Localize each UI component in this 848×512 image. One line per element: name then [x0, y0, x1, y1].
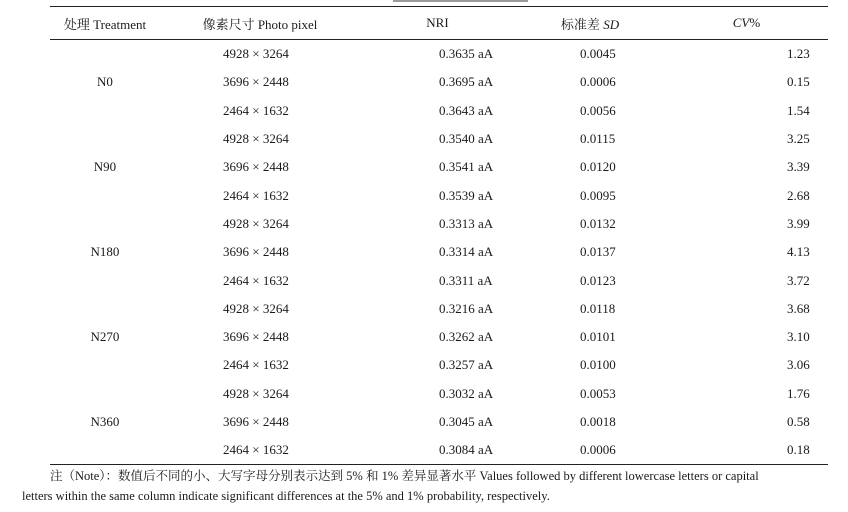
photo-pixel-cell: 2464 × 1632 — [223, 102, 289, 118]
header-photo-pixel: 像素尺寸 Photo pixel — [202, 16, 318, 32]
top-border-fragment — [393, 0, 528, 2]
photo-pixel-cell: 2464 × 1632 — [223, 357, 289, 373]
table-header — [50, 7, 828, 40]
sd-cell: 0.0045 — [580, 46, 616, 62]
cv-cell: 3.68 — [787, 300, 810, 316]
table-row — [50, 295, 828, 323]
header-cv-italic: CV — [732, 15, 750, 30]
cv-cell: 1.23 — [787, 46, 810, 62]
header-treatment: 处理 Treatment — [63, 16, 147, 32]
cv-cell: 0.58 — [787, 414, 810, 429]
cv-cell: 2.68 — [787, 187, 810, 203]
sd-cell: 0.0100 — [580, 357, 616, 373]
table-row — [50, 210, 828, 238]
nri-cell: 0.3045 aA — [439, 414, 494, 429]
table-row — [50, 238, 828, 266]
nri-cell: 0.3257 aA — [439, 357, 494, 373]
photo-pixel-cell: 4928 × 3264 — [223, 215, 289, 231]
nri-cell: 0.3311 aA — [439, 272, 493, 288]
nri-cell: 0.3313 aA — [439, 215, 494, 231]
table-row — [50, 436, 828, 465]
cv-cell: 3.72 — [787, 272, 810, 288]
nri-cell: 0.3032 aA — [439, 385, 494, 401]
photo-pixel-cell: 3696 × 2448 — [223, 74, 289, 90]
photo-pixel-cell: 2464 × 1632 — [223, 187, 289, 203]
photo-pixel-cell: 3696 × 2448 — [223, 244, 289, 260]
nri-cell: 0.3314 aA — [439, 244, 494, 260]
cv-cell: 0.15 — [787, 74, 810, 90]
cv-cell: 3.39 — [787, 159, 810, 175]
header-row — [50, 7, 828, 40]
sd-cell: 0.0115 — [580, 131, 616, 147]
photo-pixel-cell: 3696 × 2448 — [223, 329, 289, 345]
sd-cell: 0.0053 — [580, 385, 616, 401]
sd-cell: 0.0123 — [580, 272, 616, 288]
treatment-cell: N0 — [97, 74, 113, 90]
nri-cell: 0.3540 aA — [439, 131, 494, 147]
table-row — [50, 68, 828, 96]
photo-pixel-cell: 4928 × 3264 — [223, 131, 289, 147]
table-row — [50, 323, 828, 351]
header-sd-prefix: 标准差 — [560, 16, 604, 32]
table-row — [50, 181, 828, 209]
sd-cell: 0.0006 — [580, 442, 616, 458]
nri-cell: 0.3262 aA — [439, 329, 494, 345]
sd-cell: 0.0018 — [580, 414, 616, 429]
header-sd — [515, 7, 665, 40]
header-sd-italic: SD — [603, 16, 620, 32]
treatment-cell: N90 — [93, 159, 117, 175]
table-row — [50, 380, 828, 408]
nri-cell: 0.3541 aA — [439, 159, 494, 175]
nri-cell: 0.3643 aA — [439, 102, 494, 118]
photo-pixel-cell: 4928 × 3264 — [223, 385, 289, 401]
treatment-cell: N180 — [90, 244, 120, 260]
sd-cell: 0.0006 — [580, 74, 616, 90]
cv-cell: 3.10 — [787, 329, 810, 345]
sd-cell: 0.0118 — [580, 300, 616, 316]
treatment-cell: N270 — [90, 329, 120, 345]
sd-cell: 0.0120 — [580, 159, 616, 175]
sd-cell: 0.0056 — [580, 102, 616, 118]
table-row — [50, 40, 828, 69]
table-row — [50, 408, 828, 436]
table-note — [22, 466, 822, 506]
sd-cell: 0.0095 — [580, 187, 616, 203]
nri-cell: 0.3216 aA — [439, 300, 494, 316]
nri-cell: 0.3539 aA — [439, 187, 494, 203]
data-table-container — [50, 6, 828, 465]
sd-cell: 0.0132 — [580, 215, 616, 231]
note-line-1: 注（Note）：数值后不同的小、大写字母分别表示达到 5% 和 1% 差异显著水平 Values followed by different lowercase letters or capital — [50, 469, 759, 483]
photo-pixel-cell: 4928 × 3264 — [223, 300, 289, 316]
table-row — [50, 351, 828, 379]
cv-cell: 3.06 — [787, 357, 810, 373]
table-row — [50, 97, 828, 125]
photo-pixel-cell: 2464 × 1632 — [223, 272, 289, 288]
photo-pixel-cell: 4928 × 3264 — [223, 46, 289, 62]
header-cv-suffix: % — [749, 15, 761, 30]
header-nri: NRI — [426, 15, 449, 30]
treatment-cell: N360 — [90, 414, 120, 429]
nri-cell: 0.3084 aA — [439, 442, 494, 458]
cv-cell: 3.25 — [787, 131, 810, 147]
note-line-2: letters within the same column indicate significant differences at the 5% and 1% probability, respectively. — [22, 489, 550, 503]
cv-cell: 4.13 — [787, 244, 810, 260]
photo-pixel-cell: 3696 × 2448 — [223, 159, 289, 175]
sd-cell: 0.0137 — [580, 244, 616, 260]
sd-cell: 0.0101 — [580, 329, 616, 345]
photo-pixel-cell: 3696 × 2448 — [223, 414, 289, 429]
cv-cell: 3.99 — [787, 215, 810, 231]
cv-cell: 0.18 — [787, 442, 810, 458]
table-row — [50, 266, 828, 294]
data-table — [50, 6, 828, 465]
nri-cell: 0.3695 aA — [439, 74, 494, 90]
photo-pixel-cell: 2464 × 1632 — [223, 442, 289, 458]
table-body — [50, 40, 828, 465]
cv-cell: 1.76 — [787, 385, 810, 401]
table-row — [50, 153, 828, 181]
table-row — [50, 125, 828, 153]
header-cv — [665, 7, 828, 40]
cv-cell: 1.54 — [787, 102, 810, 118]
nri-cell: 0.3635 aA — [439, 46, 494, 62]
